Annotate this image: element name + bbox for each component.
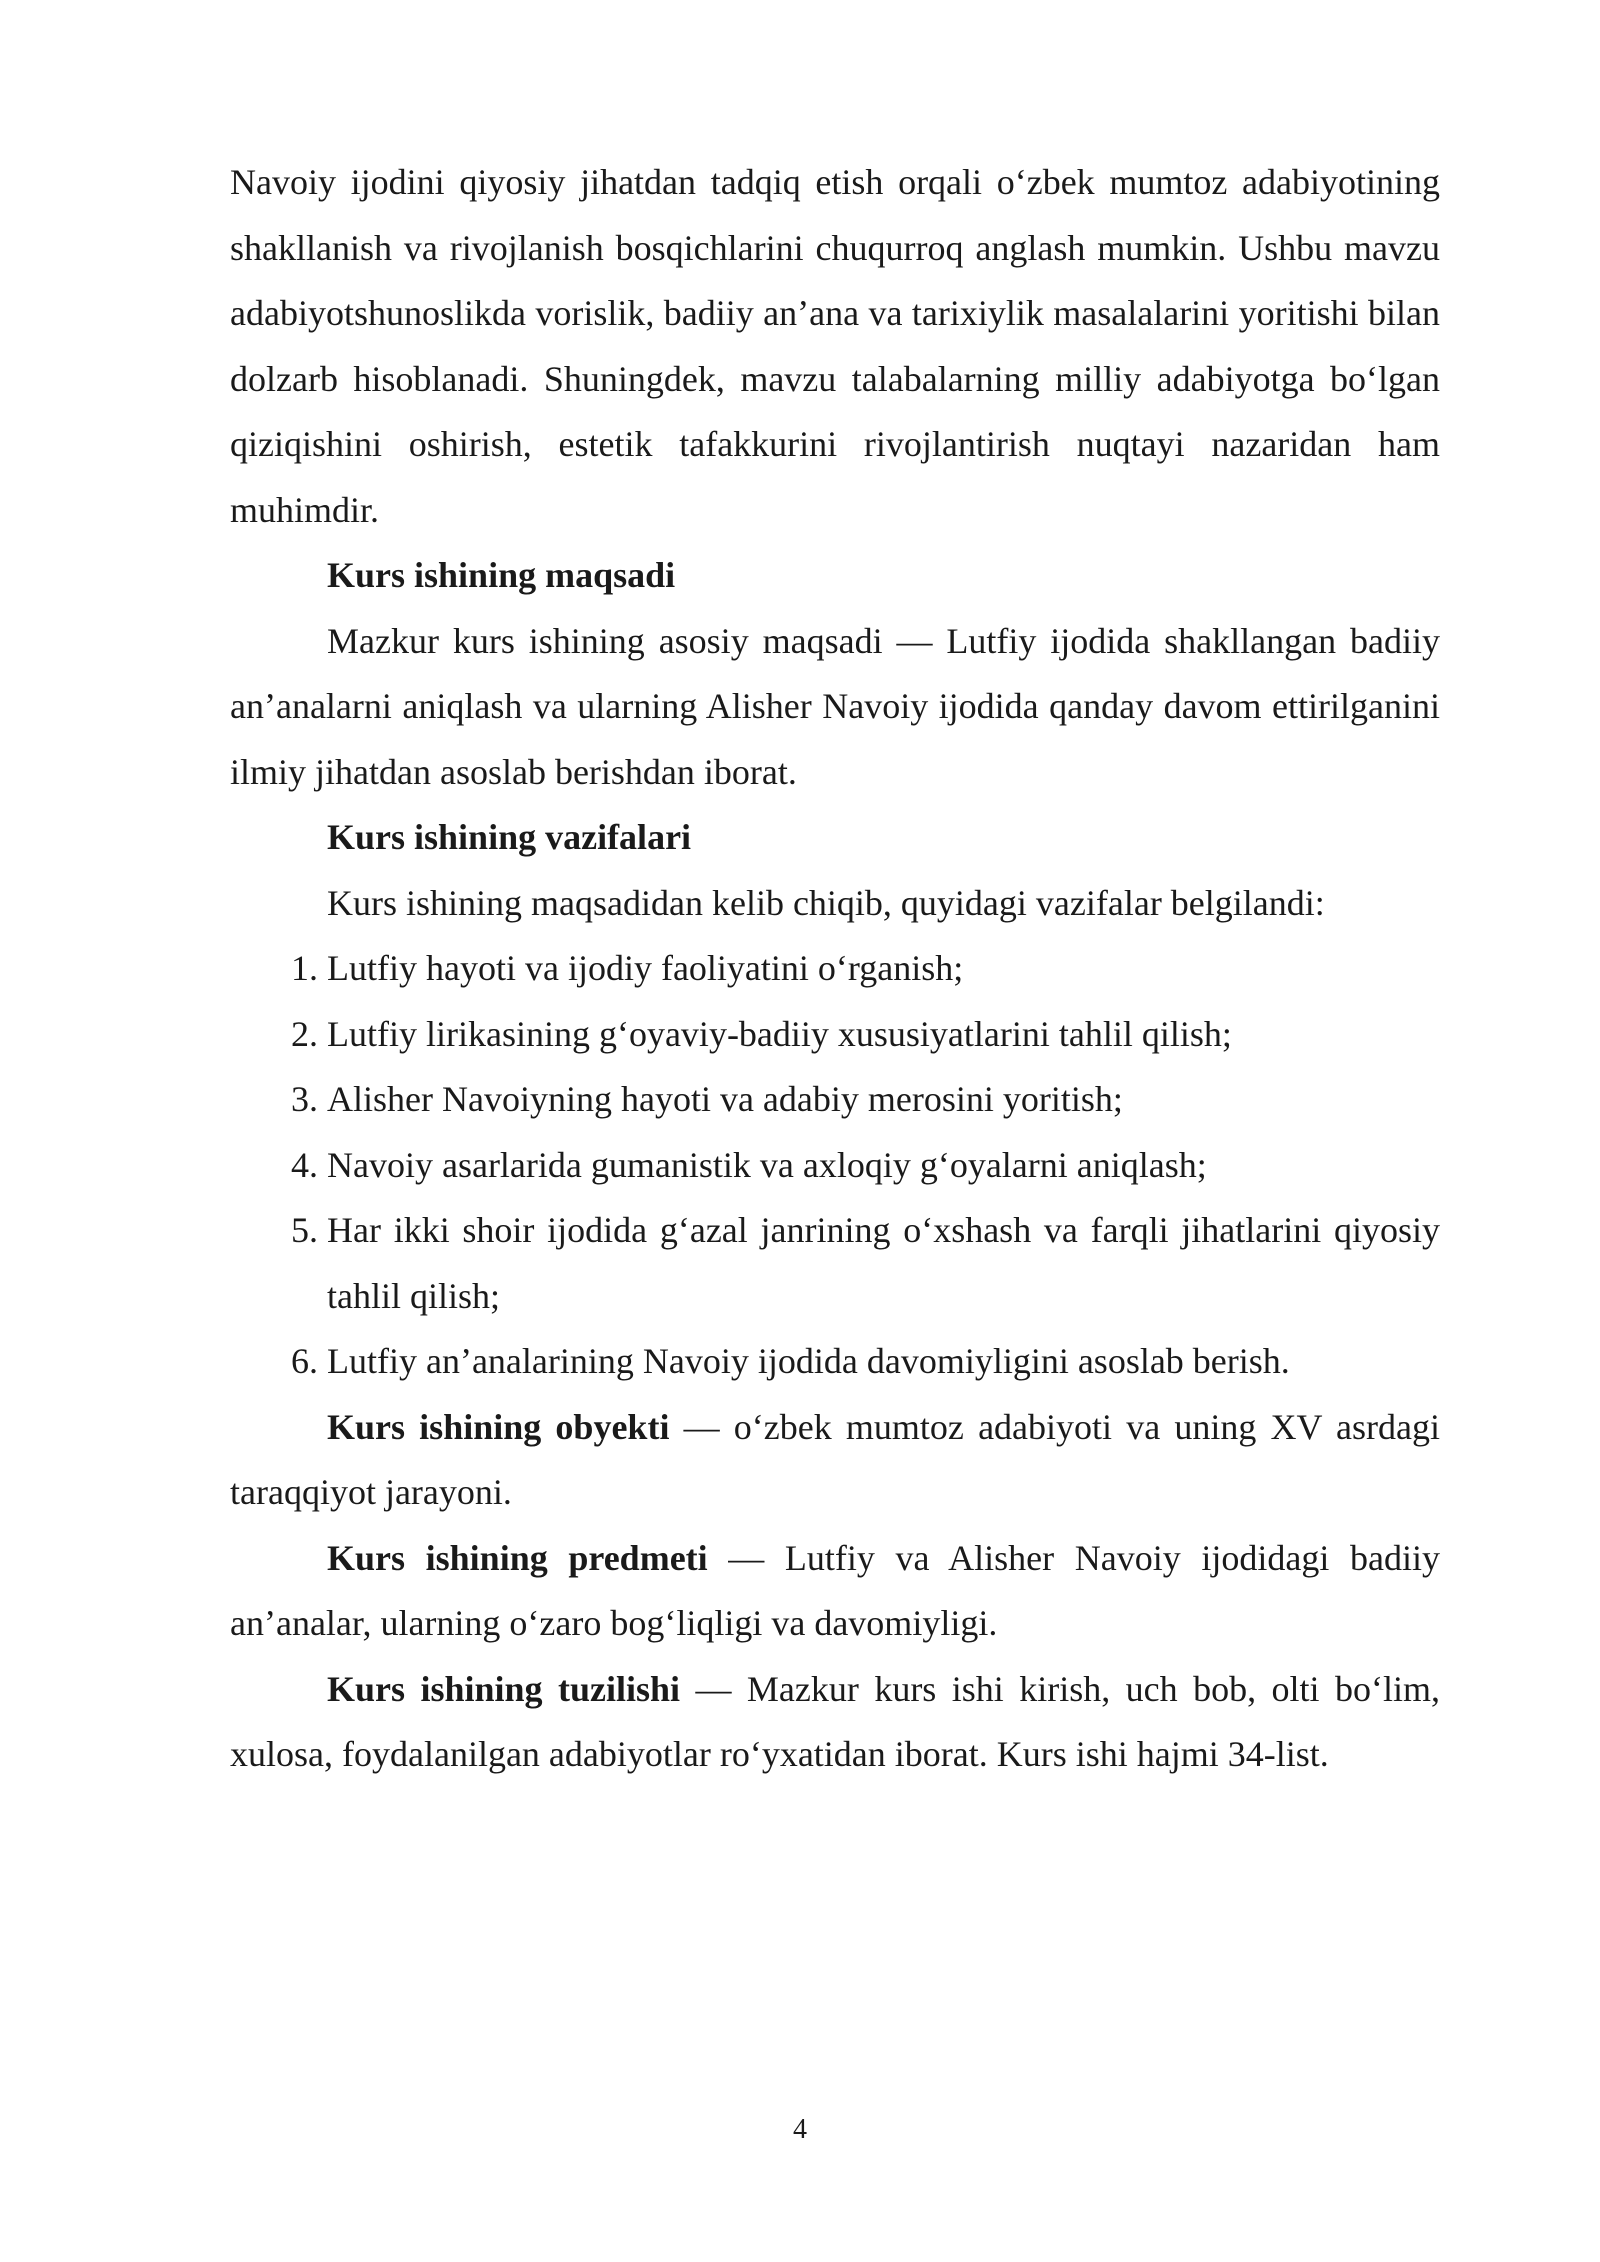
task-item [230, 1067, 1440, 1133]
goal-heading: Kurs ishining maqsadi [327, 555, 676, 595]
object-label: Kurs ishining obyekti [327, 1406, 670, 1447]
subject-paragraph [230, 1526, 1440, 1657]
task-text: Navoiy asarlarida gumanistik va axloqiy gʻoyalarni aniqlash; [327, 1144, 1207, 1185]
task-number: 5. [291, 1210, 318, 1250]
task-number: 2. [291, 1013, 318, 1054]
task-number: 3. [291, 1079, 318, 1119]
structure-label: Kurs ishining tuzilishi [327, 1668, 681, 1709]
task-item [230, 1133, 1440, 1199]
object-paragraph [230, 1395, 1440, 1526]
tasks-list [230, 936, 1440, 1395]
task-text: Har ikki shoir ijodida gʻazal janrining oʻxshash va farqli jihatlarini qiyosiy tahlil qilish; [327, 1210, 1440, 1316]
structure-paragraph [230, 1657, 1440, 1788]
task-number: 4. [291, 1144, 318, 1185]
task-text: Alisher Navoiyning hayoti va adabiy merosini yoritish; [327, 1079, 1123, 1119]
task-item [230, 1002, 1440, 1068]
task-item [230, 1198, 1440, 1329]
object-text: — oʻzbek mumtoz adabiyoti va uning XV asrdagi taraqqiyot jarayoni. [230, 1406, 1440, 1512]
subject-label: Kurs ishining predmeti [327, 1537, 708, 1578]
task-text: Lutfiy anʼanalarining Navoiy ijodida davomiyligini asoslab berish. [327, 1341, 1290, 1381]
goal-paragraph: Mazkur kurs ishining asosiy maqsadi — Lutfiy ijodida shakllangan badiiy anʼanalarni aniqlash va ularning Alisher Navoiy ijodida qanday davom ettirilganini ilmiy jihatdan asoslab berishdan iborat. [230, 620, 1440, 792]
subject-text: — Lutfiy va Alisher Navoiy ijodidagi badiiy anʼanalar, ularning oʻzaro bogʻliqligi va davomiyligi. [230, 1537, 1440, 1643]
document-page [230, 150, 1440, 1788]
task-number: 1. [291, 948, 318, 988]
task-text: Lutfiy lirikasining gʻoyaviy-badiiy xususiyatlarini tahlil qilish; [327, 1013, 1232, 1054]
task-item [230, 1329, 1440, 1395]
task-item [230, 936, 1440, 1002]
task-text: Lutfiy hayoti va ijodiy faoliyatini oʻrganish; [327, 948, 964, 988]
tasks-intro: Kurs ishining maqsadidan kelib chiqib, quyidagi vazifalar belgilandi: [327, 882, 1325, 923]
intro-paragraph: Navoiy ijodini qiyosiy jihatdan tadqiq etish orqali oʻzbek mumtoz adabiyotining shakllanish va rivojlanish bosqichlarini chuqurroq anglash mumkin. Ushbu mavzu adabiyotshunoslikda vorislik, badiiy anʼana va tarixiylik masalalarini yoritishi bilan dolzarb hisoblanadi. Shuningdek, mavzu talabalarning milliy adabiyotga boʻlgan qiziqishini oshirish, estetik tafakkurini rivojlantirish nuqtayi nazaridan ham muhimdir. [230, 162, 1440, 530]
structure-text: — Mazkur kurs ishi kirish, uch bob, olti boʻlim, xulosa, foydalanilgan adabiyotlar roʻyxatidan iborat. Kurs ishi hajmi 34-list. [230, 1668, 1440, 1774]
tasks-heading: Kurs ishining vazifalari [327, 817, 692, 857]
task-number: 6. [291, 1341, 318, 1381]
page-number: 4 [793, 2114, 807, 2145]
